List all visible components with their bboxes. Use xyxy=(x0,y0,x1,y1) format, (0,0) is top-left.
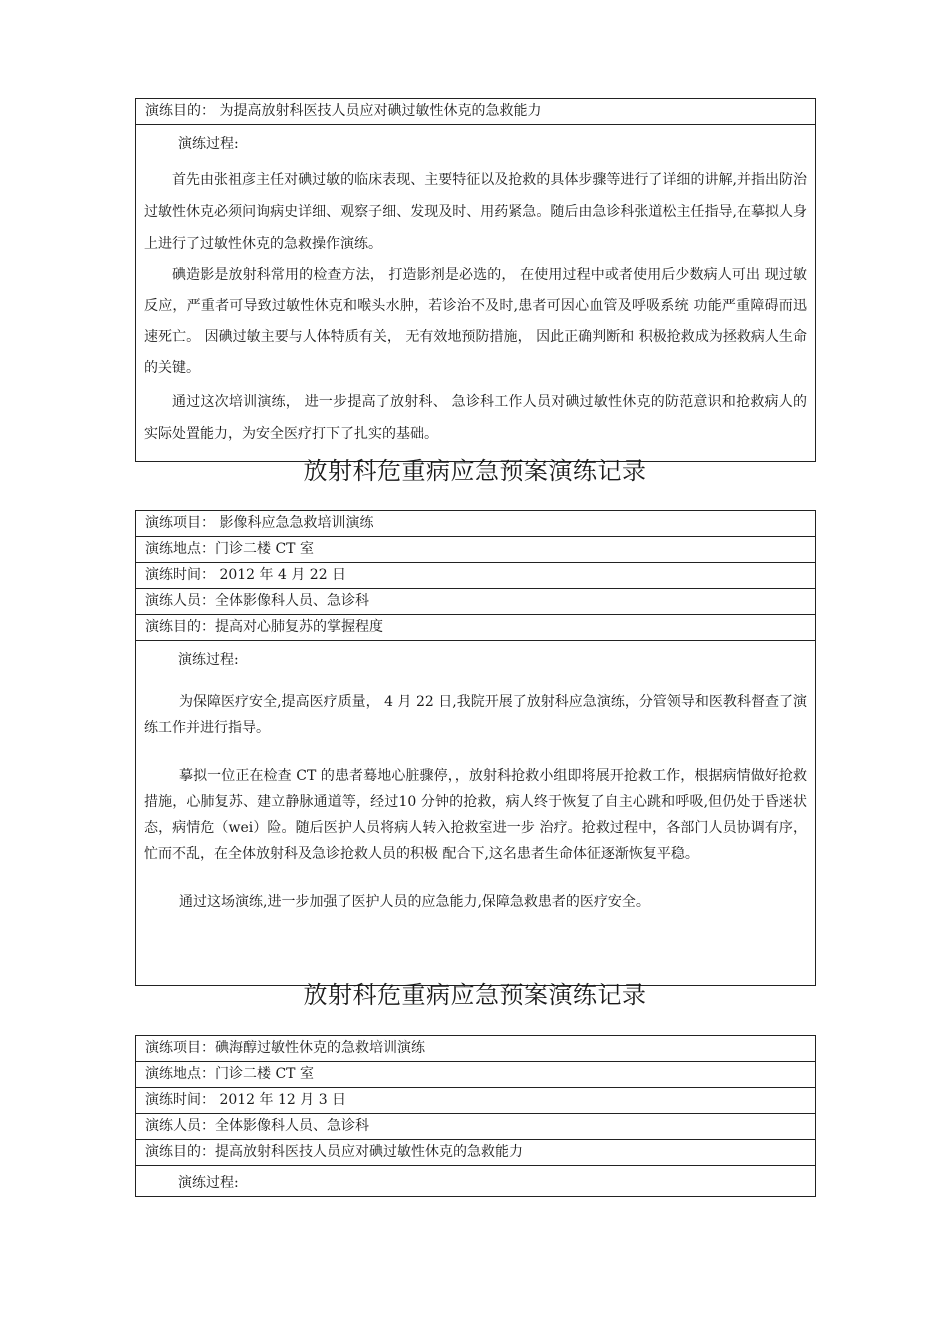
project-row: 演练项目： 影像科应急急救培训演练 xyxy=(136,511,815,537)
process-paragraph: 通过这次培训演练， 进一步提高了放射科、 急诊科工作人员对碘过敏性休克的防范意识和抢救病人的实际处置能力，为安全医疗打下了扎实的基础。 xyxy=(144,394,807,442)
location-row: 演练地点：门诊二楼 CT 室 xyxy=(136,1062,815,1088)
time-row: 演练时间： 2012 年 4 月 22 日 xyxy=(136,563,815,589)
drill-record-table-2 xyxy=(135,510,816,986)
process-paragraph: 为保障医疗安全,提高医疗质量， 4 月 22 日,我院开展了放射科应急演练，分管领导和医教科督查了演练工作并进行指导。 xyxy=(144,694,807,736)
time-row: 演练时间： 2012 年 12 月 3 日 xyxy=(136,1088,815,1114)
process-paragraph: 摹拟一位正在检查 CT 的患者蓦地心脏骤停，，放射科抢救小组即将展开抢救工作，根据病情做好抢救措施，心肺复苏、建立静脉通道等，经过10 分钟的抢救，病人终于恢复了自主心跳和呼吸,但仍处于昏迷状态，病情危（wei）险。随后医护人员将病人转入抢救室进一步 治疗。抢救过程中，各部门人员协调有序，忙而不乱，在全体放射科及急诊抢救人员的积极 配合下,这名患者生命体征逐渐恢复平稳。 xyxy=(144,768,807,862)
process-cell xyxy=(136,1166,815,1196)
purpose-row: 演练目的： 为提高放射科医技人员应对碘过敏性休克的急救能力 xyxy=(136,99,815,125)
process-paragraph: 通过这场演练,进一步加强了医护人员的应急能力,保障急救患者的医疗安全。 xyxy=(179,894,650,910)
drill-record-table-3 xyxy=(135,1035,816,1197)
process-cell xyxy=(136,641,815,915)
project-row: 演练项目：碘海醇过敏性休克的急救培训演练 xyxy=(136,1036,815,1062)
process-paragraph: 碘造影是放射科常用的检查方法， 打造影剂是必选的， 在使用过程中或者使用后少数病人可出 现过敏反应，严重者可导致过敏性休克和喉头水肿，若诊治不及时,患者可因心血管及呼吸系统 功能严重障碍而迅速死亡。 因碘过敏主要与人体特质有关， 无有效地预防措施， 因此正确判断和 积极抢救成为拯救病人生命的关键。 xyxy=(144,267,807,376)
process-paragraph: 首先由张祖彦主任对碘过敏的临床表现、主要特征以及抢救的具体步骤等进行了详细的讲解,并指出防治过敏性休克必须问询病史详细、观察子细、发现及时、用药紧急。随后由急诊科张道松主任指导,在摹拟人身上进行了过敏性休克的急救操作演练。 xyxy=(144,172,807,252)
document-title: 放射科危重病应急预案演练记录 xyxy=(303,981,647,1009)
personnel-row: 演练人员：全体影像科人员、急诊科 xyxy=(136,589,815,615)
document-title: 放射科危重病应急预案演练记录 xyxy=(303,457,647,485)
personnel-row: 演练人员：全体影像科人员、急诊科 xyxy=(136,1114,815,1140)
process-label: 演练过程: xyxy=(178,652,239,668)
process-label: 演练过程: xyxy=(178,1175,239,1191)
purpose-row: 演练目的：提高对心肺复苏的掌握程度 xyxy=(136,615,815,641)
purpose-row: 演练目的：提高放射科医技人员应对碘过敏性休克的急救能力 xyxy=(136,1140,815,1166)
process-label: 演练过程: xyxy=(178,136,239,152)
drill-record-table-1 xyxy=(135,98,816,462)
location-row: 演练地点：门诊二楼 CT 室 xyxy=(136,537,815,563)
process-cell xyxy=(136,125,815,450)
